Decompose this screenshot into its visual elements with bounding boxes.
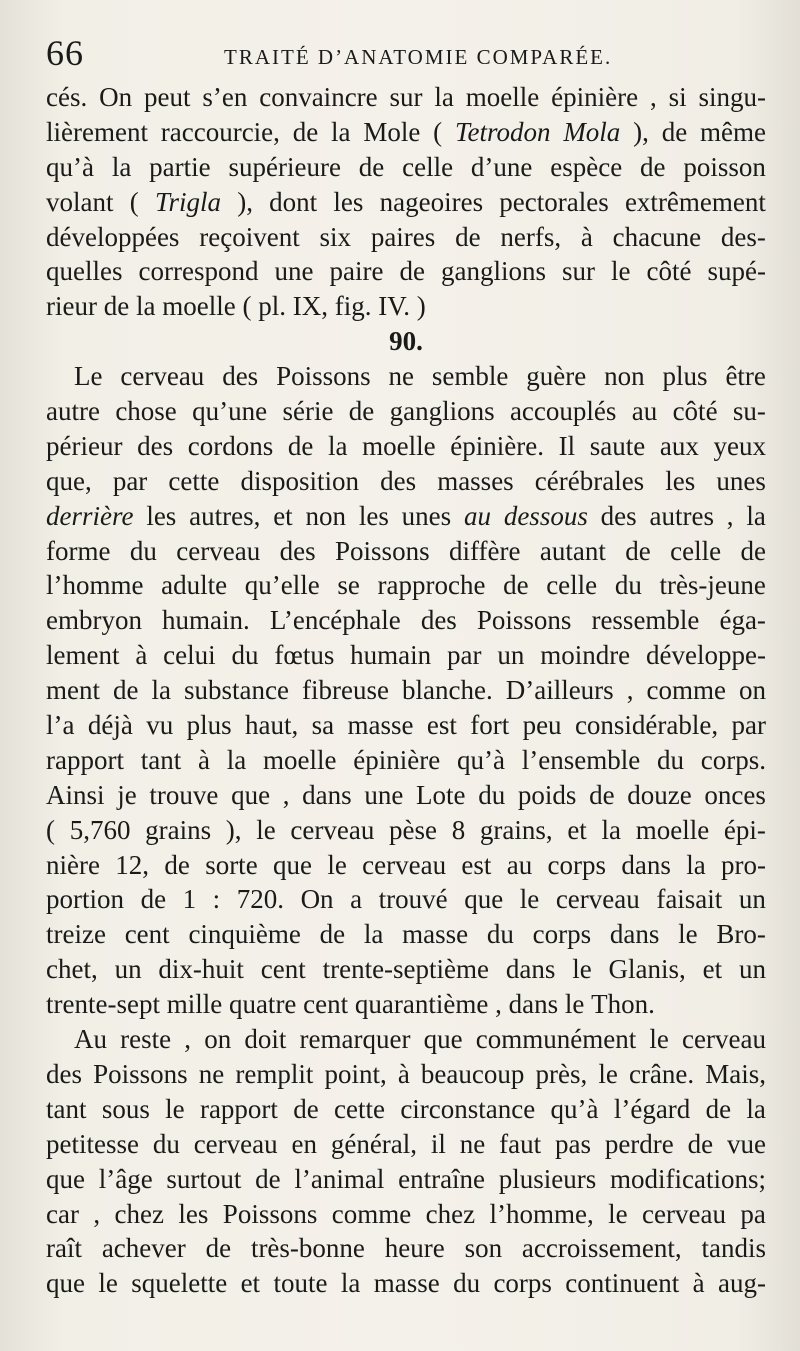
- page-number: 66: [46, 33, 84, 73]
- paragraph-au-reste: [46, 1022, 766, 1301]
- text-line: Le cerveau des Poissons ne semble guère non plus être: [74, 361, 766, 392]
- text-line: l’homme adulte qu’elle se rapproche de celle du très-jeune: [46, 570, 766, 601]
- text-line: que le squelette et toute la masse du corps continuent à aug-: [46, 1268, 766, 1299]
- body-text: [46, 80, 766, 1301]
- text-line: rapport tant à la moelle épinière qu’à l’ensemble du corps.: [46, 744, 766, 775]
- section-number: 90.: [389, 326, 423, 357]
- text-line: que l’âge surtout de l’animal entraîne plusieurs modifications;: [46, 1163, 766, 1194]
- text-line: ( 5,760 grains ), le cerveau pèse 8 grains, et la moelle épi-: [46, 814, 766, 845]
- text-line: petitesse du cerveau en général, il ne faut pas perdre de vue: [46, 1128, 766, 1159]
- paragraph-continued: [46, 80, 766, 324]
- text-line: quelles correspond une paire de ganglions sur le côté supé-: [46, 256, 766, 287]
- text-line: Au reste , on doit remarquer que communément le cerveau: [74, 1024, 766, 1055]
- paragraph-section-90: [46, 359, 766, 1022]
- text-line: cés. On peut s’en convaincre sur la moelle épinière , si singu-: [46, 82, 766, 112]
- text-line: lement à celui du fœtus humain par un moindre développe-: [46, 640, 766, 671]
- text-line: volant ( Trigla ), dont les nageoires pectorales extrêmement: [46, 186, 766, 217]
- text-line: portion de 1 : 720. On a trouvé que le cerveau faisait un: [46, 884, 766, 915]
- text-line: rieur de la moelle ( pl. IX, fig. IV. ): [46, 291, 426, 322]
- text-line: chet, un dix-huit cent trente-septième dans le Glanis, et un: [46, 954, 766, 985]
- text-line: treize cent cinquième de la masse du corps dans le Bro-: [46, 919, 766, 950]
- text-line: l’a déjà vu plus haut, sa masse est fort peu considérable, par: [46, 710, 766, 741]
- text-line: trente-sept mille quatre cent quarantième , dans le Thon.: [46, 989, 655, 1020]
- text-line: nière 12, de sorte que le cerveau est au corps dans la pro-: [46, 849, 766, 880]
- text-line: forme du cerveau des Poissons diffère autant de celle de: [46, 535, 766, 566]
- text-line: développées reçoivent six paires de nerfs, à chacune des-: [46, 221, 766, 252]
- text-line: des Poissons ne remplit point, à beaucoup près, le crâne. Mais,: [46, 1058, 766, 1089]
- text-line: lièrement raccourcie, de la Mole ( Tetrodon Mola ), de même: [46, 116, 766, 147]
- text-line: autre chose qu’une série de ganglions accouplés au côté su-: [46, 396, 766, 427]
- running-title: TRAITÉ D’ANATOMIE COMPARÉE.: [224, 45, 613, 69]
- text-line: raît achever de très-bonne heure son accroissement, tandis: [46, 1233, 766, 1264]
- text-line: car , chez les Poissons comme chez l’homme, le cerveau pa: [46, 1198, 766, 1229]
- page-header: [46, 28, 764, 78]
- text-line: qu’à la partie supérieure de celle d’une espèce de poisson: [46, 151, 766, 182]
- text-line: tant sous le rapport de cette circonstance qu’à l’égard de la: [46, 1093, 766, 1124]
- text-line: derrière les autres, et non les unes au dessous des autres , la: [46, 500, 766, 531]
- text-line: que, par cette disposition des masses cérébrales les unes: [46, 465, 766, 496]
- text-line: embryon humain. L’encéphale des Poissons ressemble éga-: [46, 605, 766, 636]
- text-line: Ainsi je trouve que , dans une Lote du poids de douze onces: [46, 779, 766, 810]
- text-line: périeur des cordons de la moelle épinière. Il saute aux yeux: [46, 430, 766, 461]
- text-line: ment de la substance fibreuse blanche. D’ailleurs , comme on: [46, 675, 766, 706]
